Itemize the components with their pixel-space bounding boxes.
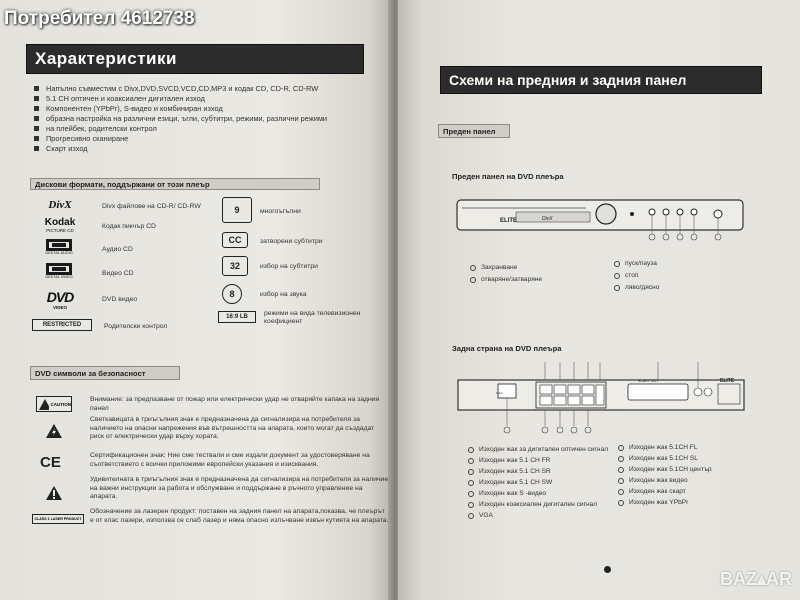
rear-panel-heading: Задна страна на DVD плеъра xyxy=(452,344,562,353)
rear-panel-diagram xyxy=(452,362,752,436)
format-label: Аудио CD xyxy=(102,246,133,253)
safety-text: Обозначение за лазерен продукт: поставен на задния панел на апарата,показва, че плеърът е от клас лазери, използва се слаб лазер и няма опасно излъчване извън кутията на апарата. xyxy=(90,508,389,524)
disc-tray xyxy=(516,212,590,222)
scart-port xyxy=(628,384,688,400)
rear-legend-item: Изходен жак 5.1 CH SW xyxy=(468,479,552,486)
feature-item: Напълно съвместим с Divx,DVD,SVCD,VCD,CD,MP3 и кодак CD, CD-R, CD-RW xyxy=(34,84,374,94)
front-legend-item: стоп xyxy=(614,272,638,279)
safety-text: Внимание: за предпазване от пожар или електрически удар не отваряйте капака на задния панел xyxy=(90,396,380,412)
rear-legend-item: Изходен жак скарт xyxy=(618,488,686,495)
disc-icon xyxy=(44,239,74,251)
rear-legend-item: Изходен коаксиален дигитален сигнал xyxy=(468,501,597,508)
disc-icon xyxy=(44,263,74,275)
subtitle-icon: 32 xyxy=(222,256,248,276)
bazar-logo: BAZ▴AR xyxy=(719,569,792,589)
front-button xyxy=(649,209,655,215)
feature-item: образна настройка на различни езици, ъгли, субтитри, режими, различни режими xyxy=(34,114,374,124)
feature-item: Компонентен (YPbPr), S-видео и комбиниран изход xyxy=(34,104,374,114)
symbol-label: режими на вида телевизионен xyxy=(264,310,361,317)
safety-heading: DVD символи за безопасност xyxy=(30,366,180,380)
jog-dial xyxy=(596,204,616,224)
rear-legend-item: Изходен жак 5.1CH център xyxy=(618,466,712,473)
symbol-label: коефициент xyxy=(264,318,303,325)
rear-legend-item: Изходен жак YPbPr xyxy=(618,499,688,506)
user-watermark: Потребител 4612738 xyxy=(4,8,195,29)
front-button xyxy=(691,209,697,215)
brand-label: ELITE xyxy=(500,218,518,224)
power-led xyxy=(630,212,634,216)
features-list xyxy=(34,84,374,154)
front-legend-item: отваряне/затваряне xyxy=(470,276,542,283)
format-label: Родителски контрол xyxy=(104,323,168,330)
symbol-label: многоъгълни xyxy=(260,208,301,215)
feature-item: Прогресивно сканиране xyxy=(34,134,374,144)
svg-text:SCART OUT: SCART OUT xyxy=(638,379,659,383)
power-button xyxy=(714,210,722,218)
symbol-label: избор на звука xyxy=(260,291,307,298)
exclamation-triangle-icon xyxy=(46,486,62,500)
format-label: Видео CD xyxy=(102,270,134,277)
symbol-label: затворени субтитри xyxy=(260,238,323,245)
caution-label: CAUTION xyxy=(36,396,72,412)
format-label: Кодак пикчър CD xyxy=(102,223,156,230)
rear-legend-item: Изходен жак 5.1CH FL xyxy=(618,444,698,451)
left-page xyxy=(0,0,392,600)
rear-legend-item: Изходен жак 5.1CH SL xyxy=(618,455,698,462)
lightning-triangle-icon xyxy=(46,424,62,438)
aspect-ratio-icon: 16:9 LB xyxy=(218,311,256,323)
feature-item: Скарт изход xyxy=(34,144,374,154)
front-legend-item: ляво/дясно xyxy=(614,284,659,291)
panels-heading: Схеми на предния и задния панел xyxy=(440,66,762,94)
rear-legend-item: Изходен жак за дигитален оптичен сигнал xyxy=(468,446,608,453)
svg-text:VGA: VGA xyxy=(496,391,503,395)
feature-item: на плейбек, родителски контрол xyxy=(34,124,374,134)
front-panel-diagram xyxy=(456,194,746,246)
front-panel-heading: Преден панел на DVD плеъра xyxy=(452,172,564,181)
safety-text: Светкавицата в триъгълния знак е предназначена да сигнализира на потребителя за наличието на опасни напрежения във вътрешността на апарата, които могат да създадат риск от електрически удар върху хората. xyxy=(90,416,375,440)
front-legend-item: Захранване xyxy=(470,264,517,271)
svg-text:ELITE: ELITE xyxy=(720,378,735,384)
cd-video-logo: DIGITAL VIDEO xyxy=(42,262,76,280)
features-heading: Характеристики xyxy=(26,44,364,74)
rear-legend-item: Изходен жак 5.1 CH FR xyxy=(468,457,550,464)
audio-track-icon: 8 xyxy=(222,284,242,304)
feature-item: 5.1 CH оптичен и коаксиален дигитален изход xyxy=(34,94,374,104)
rear-legend-item: Изходен жак S -видео xyxy=(468,490,546,497)
front-button xyxy=(663,209,669,215)
rear-legend-item: VGA xyxy=(468,512,493,519)
camera-angle-icon: 9 xyxy=(222,197,252,223)
symbol-label: избор на субтитри xyxy=(260,263,318,270)
closed-caption-icon: CC xyxy=(222,232,248,248)
front-panel-section: Преден панел xyxy=(438,124,510,138)
cd-audio-logo: DIGITAL AUDIO xyxy=(42,238,76,256)
divx-logo: DivX xyxy=(48,199,72,211)
kodak-logo: Kodak PICTURE CD xyxy=(44,217,76,233)
restricted-badge: RESTRICTED xyxy=(32,319,92,331)
format-label: DVD видео xyxy=(102,296,138,303)
front-button xyxy=(677,209,683,215)
lightning-triangle-icon xyxy=(39,399,49,410)
ce-mark-icon: CE xyxy=(40,454,61,471)
rear-legend-item: Изходен жак 5.1 CH SR xyxy=(468,468,551,475)
divx-mark: DivX xyxy=(542,216,553,222)
laser-product-label: CLASS 1 LASER PRODUCT xyxy=(32,514,84,524)
safety-text: Сертификационен знак: Ние сме тествали и сме издали документ за удостоверяване на съответствието с всички приложими европейски указания и изисквания. xyxy=(90,452,370,468)
formats-heading: Дискови формати, поддържани от този плеър xyxy=(30,178,320,190)
rear-legend-item: Изходен жак видео xyxy=(618,477,688,484)
dvd-logo: DVD VIDEO xyxy=(46,288,74,310)
format-label: Divx файлове на CD-R/ CD-RW xyxy=(102,203,201,210)
page-marker xyxy=(604,566,611,573)
safety-text: Удивителната в триъгълния знак е предназначена да сигнализира на потребителя за наличие на важни инструкции за работа и обслужване и поддържане в ръчното управление на апарата. xyxy=(90,476,389,500)
front-legend-item: пуск/пауза xyxy=(614,260,657,267)
